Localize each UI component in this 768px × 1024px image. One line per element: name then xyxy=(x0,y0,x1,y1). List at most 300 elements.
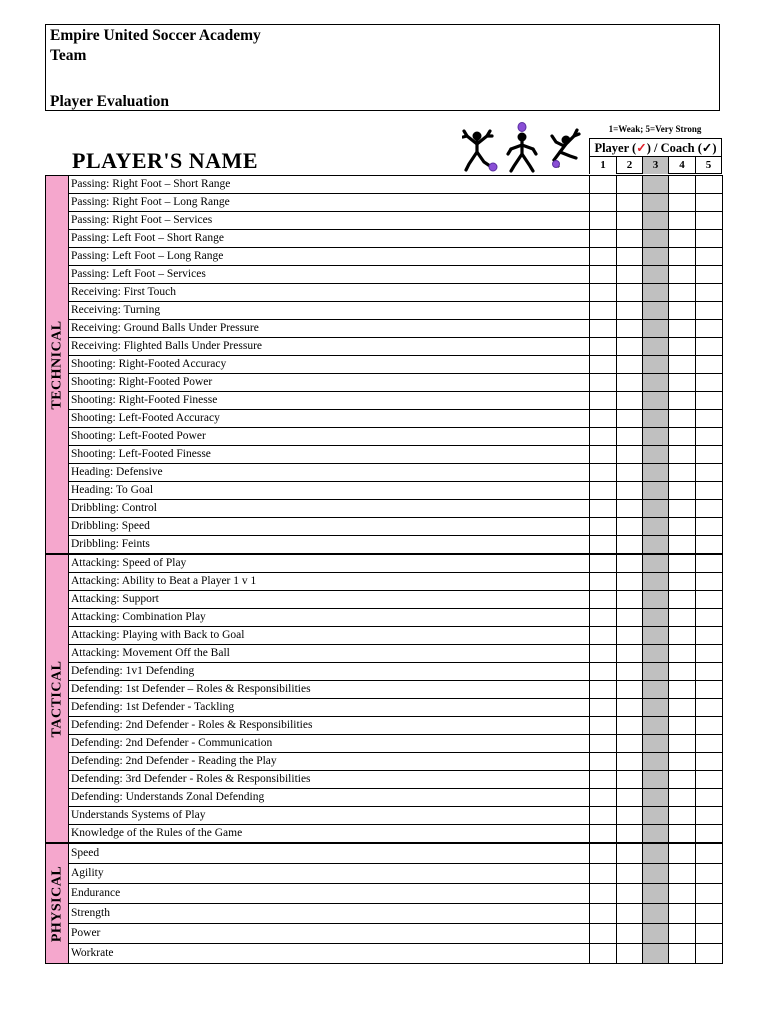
evaluation-row xyxy=(46,884,723,904)
rating-cell-2[interactable] xyxy=(617,609,643,627)
rating-cell-2[interactable] xyxy=(617,554,643,573)
rating-cell-4[interactable] xyxy=(669,392,696,410)
evaluation-row xyxy=(46,591,723,609)
evaluation-row xyxy=(46,302,723,320)
rating-cell-3[interactable] xyxy=(643,410,669,428)
skill-label: Attacking: Support xyxy=(69,591,590,609)
rating-cell-2[interactable] xyxy=(617,338,643,356)
rating-cell-1[interactable] xyxy=(590,446,617,464)
rating-column-headers xyxy=(590,157,721,174)
skill-label: Receiving: Ground Balls Under Pressure xyxy=(69,320,590,338)
rating-cell-5[interactable] xyxy=(696,924,723,944)
skill-label: Defending: Understands Zonal Defending xyxy=(69,789,590,807)
rating-cell-4[interactable] xyxy=(669,464,696,482)
rating-cell-5[interactable] xyxy=(696,320,723,338)
skill-label: Receiving: Turning xyxy=(69,302,590,320)
evaluation-row xyxy=(46,789,723,807)
rating-cell-2[interactable] xyxy=(617,645,643,663)
evaluation-row xyxy=(46,904,723,924)
rating-cell-3[interactable] xyxy=(643,735,669,753)
player-check-icon: ✓ xyxy=(636,141,647,155)
rating-cell-1[interactable] xyxy=(590,266,617,284)
rating-cell-5[interactable] xyxy=(696,446,723,464)
evaluation-row xyxy=(46,356,723,374)
rating-cell-5[interactable] xyxy=(696,884,723,904)
rating-cell-5[interactable] xyxy=(696,944,723,964)
rating-cell-4[interactable] xyxy=(669,753,696,771)
skill-label: Heading: To Goal xyxy=(69,482,590,500)
rating-cell-5[interactable] xyxy=(696,681,723,699)
rating-cell-1[interactable] xyxy=(590,717,617,735)
rating-cell-2[interactable] xyxy=(617,789,643,807)
rating-header xyxy=(589,138,722,174)
rating-cell-3[interactable] xyxy=(643,944,669,964)
rating-cell-1[interactable] xyxy=(590,807,617,825)
rating-cell-3[interactable] xyxy=(643,924,669,944)
rating-cell-2[interactable] xyxy=(617,536,643,555)
rating-cell-2[interactable] xyxy=(617,410,643,428)
rating-cell-1[interactable] xyxy=(590,591,617,609)
rating-cell-2[interactable] xyxy=(617,924,643,944)
rating-cell-5[interactable] xyxy=(696,536,723,555)
evaluation-row xyxy=(46,825,723,844)
rating-cell-1[interactable] xyxy=(590,735,617,753)
rating-cell-5[interactable] xyxy=(696,374,723,392)
rating-cell-3[interactable] xyxy=(643,248,669,266)
rating-col-1: 1 xyxy=(590,157,617,174)
rating-cell-5[interactable] xyxy=(696,573,723,591)
rating-cell-4[interactable] xyxy=(669,518,696,536)
rating-cell-3[interactable] xyxy=(643,338,669,356)
rating-cell-5[interactable] xyxy=(696,789,723,807)
rating-cell-1[interactable] xyxy=(590,884,617,904)
rating-cell-5[interactable] xyxy=(696,500,723,518)
rating-cell-4[interactable] xyxy=(669,338,696,356)
rating-cell-1[interactable] xyxy=(590,284,617,302)
rating-cell-5[interactable] xyxy=(696,392,723,410)
evaluation-row xyxy=(46,609,723,627)
rating-cell-3[interactable] xyxy=(643,627,669,645)
rating-cell-2[interactable] xyxy=(617,176,643,194)
player-name-label: PLAYER'S NAME xyxy=(72,148,258,173)
rating-cell-4[interactable] xyxy=(669,735,696,753)
evaluation-row xyxy=(46,446,723,464)
rating-cell-4[interactable] xyxy=(669,266,696,284)
skill-label: Passing: Left Foot – Short Range xyxy=(69,230,590,248)
category-physical xyxy=(46,843,69,964)
rating-cell-3[interactable] xyxy=(643,717,669,735)
rating-cell-5[interactable] xyxy=(696,864,723,884)
rating-cell-3[interactable] xyxy=(643,320,669,338)
academy-name: Empire United Soccer Academy xyxy=(50,27,261,44)
evaluation-row xyxy=(46,771,723,789)
rating-cell-2[interactable] xyxy=(617,392,643,410)
skill-label: Workrate xyxy=(69,944,590,964)
rating-cell-5[interactable] xyxy=(696,212,723,230)
rating-cell-4[interactable] xyxy=(669,944,696,964)
skill-label: Defending: 3rd Defender - Roles & Responsibilities xyxy=(69,771,590,789)
rating-col-4: 4 xyxy=(669,157,696,174)
skill-label: Defending: 2nd Defender - Reading the Play xyxy=(69,753,590,771)
rating-cell-5[interactable] xyxy=(696,248,723,266)
rating-cell-1[interactable] xyxy=(590,699,617,717)
rating-cell-4[interactable] xyxy=(669,825,696,844)
rating-cell-4[interactable] xyxy=(669,500,696,518)
rating-cell-4[interactable] xyxy=(669,536,696,555)
skill-label: Receiving: First Touch xyxy=(69,284,590,302)
rating-cell-2[interactable] xyxy=(617,807,643,825)
rating-cell-2[interactable] xyxy=(617,428,643,446)
rating-cell-3[interactable] xyxy=(643,554,669,573)
rating-cell-3[interactable] xyxy=(643,284,669,302)
rating-cell-5[interactable] xyxy=(696,482,723,500)
rating-cell-1[interactable] xyxy=(590,573,617,591)
player-icons xyxy=(462,122,582,174)
skill-label: Defending: 1st Defender – Roles & Responsibilities xyxy=(69,681,590,699)
coach-check-icon: ✓ xyxy=(701,141,713,155)
rating-cell-4[interactable] xyxy=(669,284,696,302)
rating-cell-3[interactable] xyxy=(643,446,669,464)
rating-cell-3[interactable] xyxy=(643,681,669,699)
rating-cell-3[interactable] xyxy=(643,428,669,446)
rating-cell-3[interactable] xyxy=(643,194,669,212)
rating-cell-2[interactable] xyxy=(617,717,643,735)
rating-cell-1[interactable] xyxy=(590,176,617,194)
rating-cell-4[interactable] xyxy=(669,410,696,428)
rating-cell-1[interactable] xyxy=(590,410,617,428)
skill-label: Speed xyxy=(69,843,590,864)
rating-cell-5[interactable] xyxy=(696,843,723,864)
rating-cell-5[interactable] xyxy=(696,609,723,627)
rating-cell-3[interactable] xyxy=(643,904,669,924)
rating-cell-3[interactable] xyxy=(643,591,669,609)
rating-cell-2[interactable] xyxy=(617,266,643,284)
rating-cell-2[interactable] xyxy=(617,446,643,464)
rating-cell-4[interactable] xyxy=(669,627,696,645)
rating-cell-1[interactable] xyxy=(590,825,617,844)
rating-cell-1[interactable] xyxy=(590,194,617,212)
rating-cell-2[interactable] xyxy=(617,500,643,518)
rating-cell-2[interactable] xyxy=(617,518,643,536)
rating-cell-2[interactable] xyxy=(617,699,643,717)
evaluation-row xyxy=(46,176,723,194)
rating-cell-2[interactable] xyxy=(617,374,643,392)
evaluation-row xyxy=(46,320,723,338)
rating-cell-2[interactable] xyxy=(617,681,643,699)
rating-cell-5[interactable] xyxy=(696,176,723,194)
rating-cell-1[interactable] xyxy=(590,374,617,392)
skill-label: Strength xyxy=(69,904,590,924)
rating-cell-4[interactable] xyxy=(669,446,696,464)
rating-cell-4[interactable] xyxy=(669,591,696,609)
rating-cell-3[interactable] xyxy=(643,807,669,825)
evaluation-row xyxy=(46,645,723,663)
rating-cell-5[interactable] xyxy=(696,464,723,482)
rating-cell-3[interactable] xyxy=(643,884,669,904)
skill-label: Dribbling: Feints xyxy=(69,536,590,555)
rating-cell-2[interactable] xyxy=(617,663,643,681)
rating-cell-5[interactable] xyxy=(696,807,723,825)
rating-cell-1[interactable] xyxy=(590,212,617,230)
form-title: Player Evaluation xyxy=(50,93,169,110)
rating-cell-4[interactable] xyxy=(669,248,696,266)
evaluation-row xyxy=(46,681,723,699)
rating-cell-4[interactable] xyxy=(669,699,696,717)
rating-cell-2[interactable] xyxy=(617,825,643,844)
rating-cell-3[interactable] xyxy=(643,573,669,591)
rating-cell-5[interactable] xyxy=(696,699,723,717)
rating-cell-5[interactable] xyxy=(696,356,723,374)
skill-label: Receiving: Flighted Balls Under Pressure xyxy=(69,338,590,356)
evaluation-row xyxy=(46,753,723,771)
rating-cell-1[interactable] xyxy=(590,663,617,681)
rating-cell-3[interactable] xyxy=(643,392,669,410)
rating-header-title xyxy=(590,139,721,157)
rating-cell-2[interactable] xyxy=(617,864,643,884)
rating-cell-3[interactable] xyxy=(643,482,669,500)
skill-label: Shooting: Right-Footed Finesse xyxy=(69,392,590,410)
rating-cell-5[interactable] xyxy=(696,627,723,645)
rating-cell-3[interactable] xyxy=(643,699,669,717)
rating-cell-1[interactable] xyxy=(590,536,617,555)
rating-cell-4[interactable] xyxy=(669,230,696,248)
rating-cell-1[interactable] xyxy=(590,681,617,699)
rating-cell-3[interactable] xyxy=(643,645,669,663)
rating-cell-3[interactable] xyxy=(643,771,669,789)
rating-cell-1[interactable] xyxy=(590,338,617,356)
skill-label: Defending: 2nd Defender - Roles & Responsibilities xyxy=(69,717,590,735)
evaluation-row xyxy=(46,807,723,825)
rating-cell-2[interactable] xyxy=(617,194,643,212)
skill-label: Endurance xyxy=(69,884,590,904)
rating-cell-4[interactable] xyxy=(669,663,696,681)
rating-cell-3[interactable] xyxy=(643,864,669,884)
rating-cell-4[interactable] xyxy=(669,843,696,864)
rating-cell-1[interactable] xyxy=(590,518,617,536)
rating-cell-5[interactable] xyxy=(696,753,723,771)
category-label: TECHNICAL xyxy=(49,319,65,410)
evaluation-row xyxy=(46,500,723,518)
rating-cell-4[interactable] xyxy=(669,356,696,374)
rating-cell-5[interactable] xyxy=(696,663,723,681)
rating-cell-2[interactable] xyxy=(617,212,643,230)
skill-label: Passing: Left Foot – Services xyxy=(69,266,590,284)
rating-cell-5[interactable] xyxy=(696,410,723,428)
rating-cell-3[interactable] xyxy=(643,266,669,284)
rating-cell-3[interactable] xyxy=(643,536,669,555)
rating-cell-1[interactable] xyxy=(590,302,617,320)
evaluation-row xyxy=(46,482,723,500)
evaluation-row xyxy=(46,374,723,392)
rating-cell-3[interactable] xyxy=(643,825,669,844)
skill-label: Power xyxy=(69,924,590,944)
rating-cell-4[interactable] xyxy=(669,645,696,663)
rating-cell-4[interactable] xyxy=(669,771,696,789)
rating-cell-3[interactable] xyxy=(643,518,669,536)
rating-cell-4[interactable] xyxy=(669,573,696,591)
team-label: Team xyxy=(50,47,87,64)
rating-cell-1[interactable] xyxy=(590,843,617,864)
rating-cell-3[interactable] xyxy=(643,753,669,771)
rating-cell-3[interactable] xyxy=(643,500,669,518)
rating-cell-2[interactable] xyxy=(617,735,643,753)
rating-cell-5[interactable] xyxy=(696,284,723,302)
rating-cell-5[interactable] xyxy=(696,266,723,284)
skill-label: Passing: Right Foot – Long Range xyxy=(69,194,590,212)
rating-cell-4[interactable] xyxy=(669,302,696,320)
rating-cell-4[interactable] xyxy=(669,176,696,194)
rating-cell-5[interactable] xyxy=(696,591,723,609)
rating-cell-1[interactable] xyxy=(590,627,617,645)
rating-cell-2[interactable] xyxy=(617,843,643,864)
rating-cell-4[interactable] xyxy=(669,374,696,392)
skill-label: Shooting: Left-Footed Finesse xyxy=(69,446,590,464)
rating-cell-2[interactable] xyxy=(617,944,643,964)
rating-cell-3[interactable] xyxy=(643,374,669,392)
skill-label: Defending: 1v1 Defending xyxy=(69,663,590,681)
rating-cell-3[interactable] xyxy=(643,230,669,248)
skill-label: Defending: 1st Defender - Tackling xyxy=(69,699,590,717)
skill-label: Attacking: Playing with Back to Goal xyxy=(69,627,590,645)
rating-cell-2[interactable] xyxy=(617,573,643,591)
evaluation-row xyxy=(46,338,723,356)
player-label: Player ( xyxy=(594,141,637,155)
rating-cell-1[interactable] xyxy=(590,356,617,374)
rating-cell-1[interactable] xyxy=(590,924,617,944)
skill-label: Understands Systems of Play xyxy=(69,807,590,825)
evaluation-row xyxy=(46,843,723,864)
rating-cell-4[interactable] xyxy=(669,194,696,212)
player-figure-icon xyxy=(463,131,497,171)
rating-cell-1[interactable] xyxy=(590,230,617,248)
skill-label: Attacking: Speed of Play xyxy=(69,554,590,573)
evaluation-row xyxy=(46,248,723,266)
evaluation-row xyxy=(46,699,723,717)
rating-cell-2[interactable] xyxy=(617,753,643,771)
rating-cell-4[interactable] xyxy=(669,884,696,904)
rating-cell-5[interactable] xyxy=(696,194,723,212)
rating-cell-3[interactable] xyxy=(643,176,669,194)
rating-cell-1[interactable] xyxy=(590,789,617,807)
rating-cell-1[interactable] xyxy=(590,904,617,924)
rating-cell-5[interactable] xyxy=(696,771,723,789)
rating-cell-2[interactable] xyxy=(617,627,643,645)
rating-cell-5[interactable] xyxy=(696,518,723,536)
evaluation-row xyxy=(46,554,723,573)
rating-cell-4[interactable] xyxy=(669,807,696,825)
player-figure-icon xyxy=(552,130,579,168)
rating-cell-3[interactable] xyxy=(643,302,669,320)
evaluation-row xyxy=(46,864,723,884)
rating-cell-2[interactable] xyxy=(617,284,643,302)
rating-cell-1[interactable] xyxy=(590,753,617,771)
rating-cell-1[interactable] xyxy=(590,645,617,663)
rating-cell-5[interactable] xyxy=(696,825,723,844)
rating-cell-4[interactable] xyxy=(669,717,696,735)
rating-cell-1[interactable] xyxy=(590,864,617,884)
rating-cell-2[interactable] xyxy=(617,356,643,374)
category-technical xyxy=(46,176,69,555)
rating-cell-1[interactable] xyxy=(590,482,617,500)
rating-cell-2[interactable] xyxy=(617,771,643,789)
rating-cell-1[interactable] xyxy=(590,944,617,964)
rating-cell-2[interactable] xyxy=(617,884,643,904)
rating-cell-5[interactable] xyxy=(696,338,723,356)
rating-cell-5[interactable] xyxy=(696,428,723,446)
rating-cell-1[interactable] xyxy=(590,392,617,410)
rating-cell-3[interactable] xyxy=(643,789,669,807)
rating-cell-1[interactable] xyxy=(590,500,617,518)
player-figure-icon xyxy=(508,123,536,172)
rating-cell-5[interactable] xyxy=(696,735,723,753)
rating-cell-3[interactable] xyxy=(643,663,669,681)
evaluation-row xyxy=(46,284,723,302)
rating-cell-3[interactable] xyxy=(643,212,669,230)
coach-label: ) / Coach ( xyxy=(646,141,702,155)
rating-cell-1[interactable] xyxy=(590,428,617,446)
skill-label: Dribbling: Speed xyxy=(69,518,590,536)
rating-cell-2[interactable] xyxy=(617,230,643,248)
evaluation-row xyxy=(46,944,723,964)
evaluation-row xyxy=(46,924,723,944)
header-box xyxy=(45,24,720,111)
rating-cell-1[interactable] xyxy=(590,464,617,482)
rating-cell-1[interactable] xyxy=(590,320,617,338)
rating-cell-4[interactable] xyxy=(669,924,696,944)
rating-cell-3[interactable] xyxy=(643,464,669,482)
rating-cell-2[interactable] xyxy=(617,248,643,266)
rating-cell-4[interactable] xyxy=(669,681,696,699)
rating-cell-2[interactable] xyxy=(617,302,643,320)
rating-cell-1[interactable] xyxy=(590,609,617,627)
rating-cell-1[interactable] xyxy=(590,248,617,266)
rating-cell-4[interactable] xyxy=(669,554,696,573)
rating-cell-2[interactable] xyxy=(617,591,643,609)
rating-cell-4[interactable] xyxy=(669,320,696,338)
rating-cell-4[interactable] xyxy=(669,904,696,924)
rating-cell-2[interactable] xyxy=(617,904,643,924)
evaluation-row xyxy=(46,735,723,753)
evaluation-row xyxy=(46,266,723,284)
rating-cell-5[interactable] xyxy=(696,645,723,663)
rating-cell-5[interactable] xyxy=(696,302,723,320)
rating-cell-5[interactable] xyxy=(696,554,723,573)
rating-cell-3[interactable] xyxy=(643,356,669,374)
rating-cell-4[interactable] xyxy=(669,864,696,884)
rating-cell-2[interactable] xyxy=(617,320,643,338)
rating-cell-2[interactable] xyxy=(617,464,643,482)
rating-cell-5[interactable] xyxy=(696,904,723,924)
rating-col-3: 3 xyxy=(643,157,669,174)
rating-cell-5[interactable] xyxy=(696,230,723,248)
rating-cell-4[interactable] xyxy=(669,428,696,446)
evaluation-row xyxy=(46,392,723,410)
rating-cell-1[interactable] xyxy=(590,554,617,573)
rating-cell-4[interactable] xyxy=(669,789,696,807)
rating-cell-3[interactable] xyxy=(643,843,669,864)
rating-cell-4[interactable] xyxy=(669,482,696,500)
rating-cell-4[interactable] xyxy=(669,212,696,230)
evaluation-row xyxy=(46,536,723,555)
rating-cell-3[interactable] xyxy=(643,609,669,627)
skill-label: Attacking: Ability to Beat a Player 1 v 1 xyxy=(69,573,590,591)
rating-cell-4[interactable] xyxy=(669,609,696,627)
rating-cell-2[interactable] xyxy=(617,482,643,500)
rating-cell-5[interactable] xyxy=(696,717,723,735)
rating-cell-1[interactable] xyxy=(590,771,617,789)
category-label: PHYSICAL xyxy=(49,865,65,942)
evaluation-row xyxy=(46,230,723,248)
